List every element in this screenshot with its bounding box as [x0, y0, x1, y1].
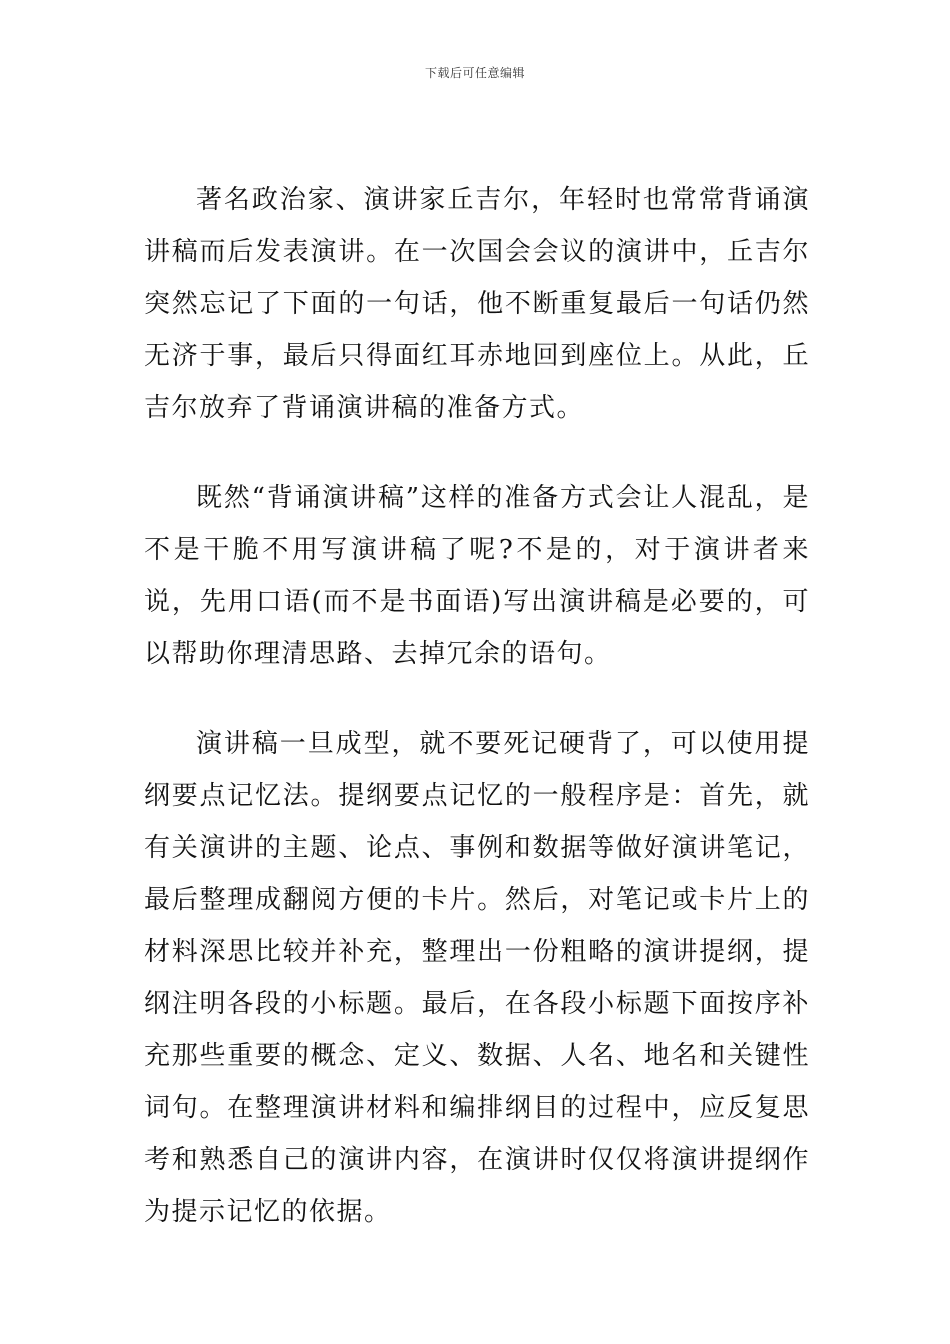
paragraph-churchill: 著名政治家、演讲家丘吉尔，年轻时也常常背诵演讲稿而后发表演讲。在一次国会会议的演讲中，丘吉尔突然忘记了下面的一句话，他不断重复最后一句话仍然无济于事，最后只得面红耳赤地回到座位上。从此，丘吉尔放弃了背诵演讲稿的准备方式。: [144, 185, 810, 423]
paragraph-write-draft: 既然“背诵演讲稿”这样的准备方式会让人混乱，是不是干脆不用写演讲稿了呢?不是的，对于演讲者来说，先用口语(而不是书面语)写出演讲稿是必要的，可以帮助你理清思路、去掉冗余的语句。: [144, 483, 810, 669]
paragraph-outline-method: 演讲稿一旦成型，就不要死记硬背了，可以使用提纲要点记忆法。提纲要点记忆的一般程序是：首先，就有关演讲的主题、论点、事例和数据等做好演讲笔记，最后整理成翻阅方便的卡片。然后，对笔记或卡片上的材料深思比较并补充，整理出一份粗略的演讲提纲，提纲注明各段的小标题。最后，在各段小标题下面按序补充那些重要的概念、定义、数据、人名、地名和关键性词句。在整理演讲材料和编排纲目的过程中，应反复思考和熟悉自己的演讲内容，在演讲时仅仅将演讲提纲作为提示记忆的依据。: [144, 729, 810, 1227]
page-header-note: 下载后可任意编辑: [424, 66, 525, 80]
